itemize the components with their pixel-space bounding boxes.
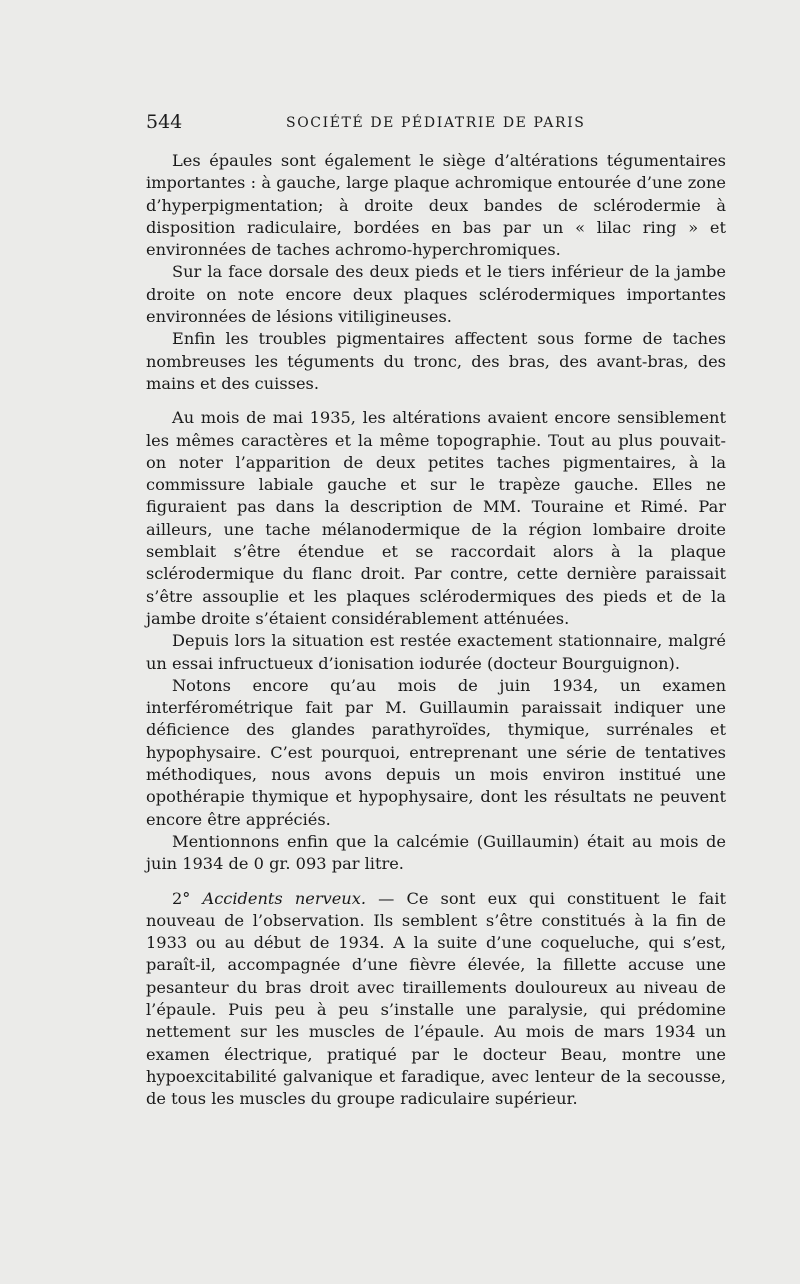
paragraph-nervous-accidents bbox=[146, 888, 726, 1111]
running-head: SOCIÉTÉ DE PÉDIATRIE DE PARIS bbox=[286, 115, 586, 131]
body-text bbox=[146, 150, 726, 1110]
page-header bbox=[146, 111, 726, 137]
paragraph-may-1935: Au mois de mai 1935, les altérations avaient encore sensiblement les mêmes caractères et la même topographie. Tout au plus pouvait-on noter l’apparition de deux petites taches pigmentaires, à la commissure labiale gauche et sur le trapèze gauche. Elles ne figuraient pas dans la description de MM. Touraine et Rimé. Par ailleurs, une tache mélanodermique de la région lombaire droite semblait s’être étendue et se raccordait alors à la plaque sclérodermique du flanc droit. Par contre, cette dernière paraissait s’être assouplie et les plaques sclérodermiques des pieds et de la jambe droite s’étaient considérablement atténuées. bbox=[146, 408, 726, 628]
section-title: Accidents nerveux. bbox=[202, 888, 367, 908]
paragraph-pigment: Enfin les troubles pigmentaires affectent sous forme de taches nombreuses les téguments du tronc, des bras, des avant-bras, des mains et des cuisses. bbox=[146, 329, 726, 393]
paragraph-shoulders: Les épaules sont également le siège d’altérations tégumentaires importantes : à gauche, large plaque achromique entourée d’une zone d’hyperpigmentation; à droite deux bandes de sclérodermie à disposition radiculaire, bordées en bas par un « lilac ring » et environnées de taches achromo-hyperchromiques. bbox=[146, 151, 726, 260]
section-body: — Ce sont eux qui constituent le fait nouveau de l’observation. Ils semblent s’être constitués à la fin de 1933 ou au début de 1934. A la suite d’une coqueluche, qui s’est, paraît-il, accompagnée d’une fièvre élevée, la fillette accuse une pesanteur du bras droit avec tiraillements douloureux au niveau de l’épaule. Puis peu à peu s’installe une paralysie, qui prédomine nettement sur les muscles de l’épaule. Au mois de mars 1934 un examen électrique, pratiqué par le docteur Beau, montre une hypoexcitabilité galvanique et faradique, avec lenteur de la secousse, de tous les muscles du groupe radiculaire supérieur. bbox=[146, 888, 726, 1109]
page-number: 544 bbox=[146, 111, 183, 133]
paragraph-interferometry: Notons encore qu’au mois de juin 1934, un examen interférométrique fait par M. Guillaumin paraissait indiquer une déficience des glandes parathyroïdes, thymique, surrénales et hypophysaire. C’est pourquoi, entreprenant une série de tentatives méthodiques, nous avons depuis un mois environ institué une opothérapie thymique et hypophysaire, dont les résultats ne peuvent encore être appréciés. bbox=[146, 675, 726, 829]
paragraph-calcemia: Mentionnons enfin que la calcémie (Guillaumin) était au mois de juin 1934 de 0 gr. 093 par litre. bbox=[146, 831, 726, 874]
paragraph-stationary: Depuis lors la situation est restée exactement stationnaire, malgré un essai infructueux d’ionisation iodurée (docteur Bourguignon). bbox=[146, 631, 726, 673]
paragraph-feet: Sur la face dorsale des deux pieds et le tiers inférieur de la jambe droite on note encore deux plaques sclérodermiques importantes environnées de lésions vitiligineuses. bbox=[146, 262, 726, 327]
section-number: 2° bbox=[172, 888, 191, 908]
